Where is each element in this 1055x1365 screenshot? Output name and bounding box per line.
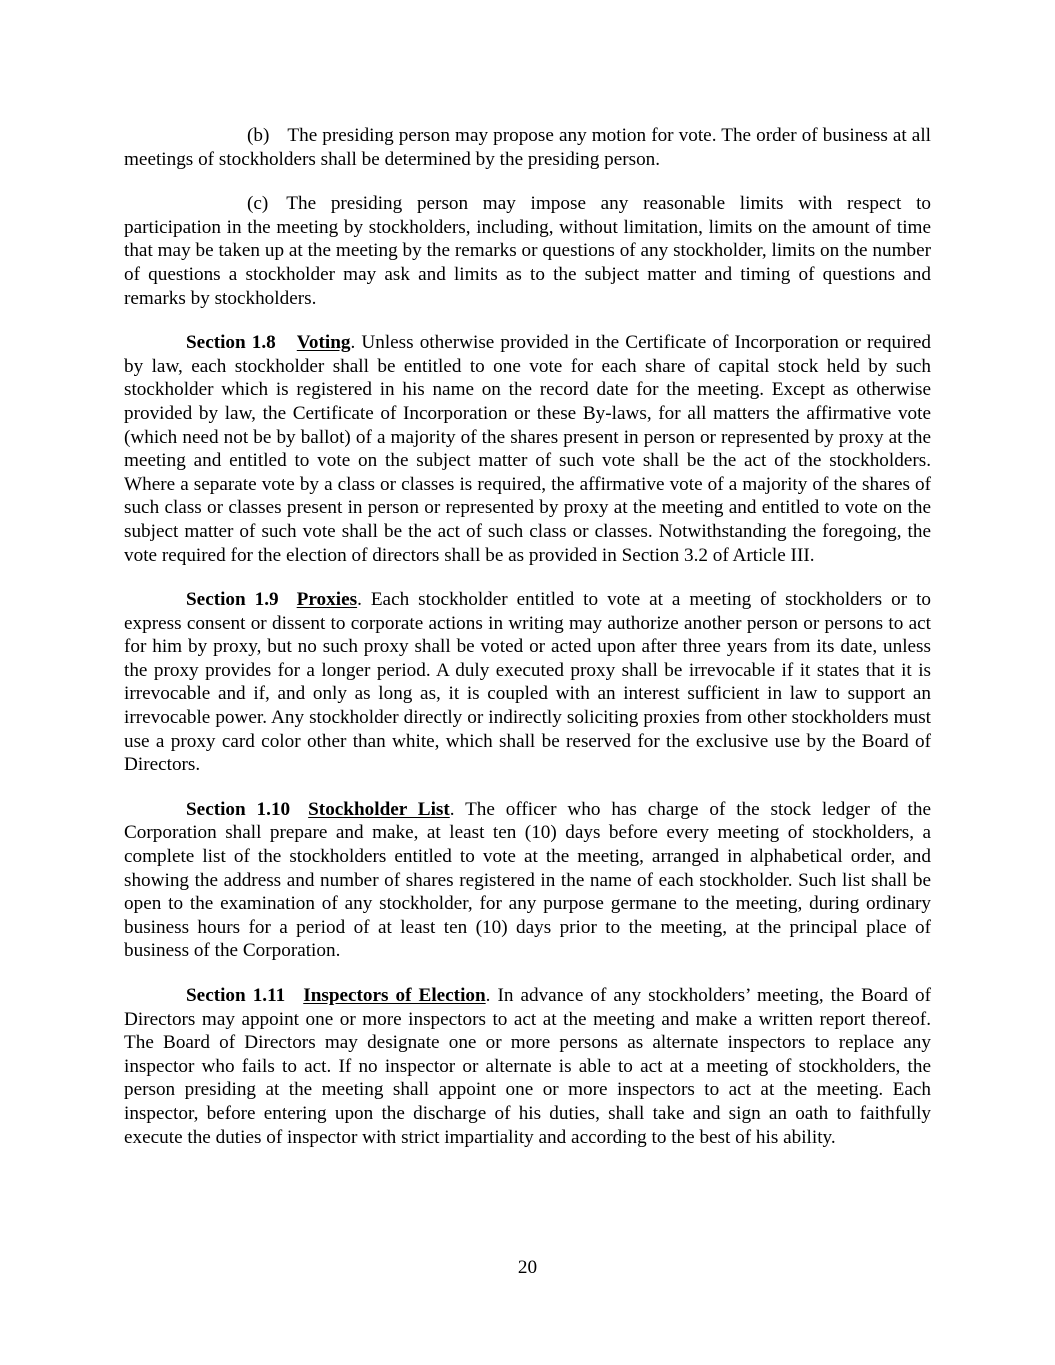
section-1-8-title: Voting xyxy=(296,332,351,354)
paragraph-b-label: (b) xyxy=(247,125,270,146)
section-1-10 xyxy=(124,798,931,963)
section-1-11-title: Inspectors of Election xyxy=(303,985,486,1006)
section-1-10-text: . The officer who has charge of the stock ledger of the Corporation shall prepare and make, at least ten (10) days before every meeting of stockholders, a complete list of the stockholders entitled to vote at the meeting, arranged in alphabetical order, and showing the address and number of shares registered in the name of each stockholder. Such list shall be open to the examination of any stockholder, for any purpose germane to the meeting, during ordinary business hours for a period of at least ten (10) days prior to the meeting, at the principal place of business of the Corporation. xyxy=(124,798,931,962)
section-1-8-number: Section 1.8 xyxy=(186,332,276,354)
section-1-11 xyxy=(124,984,931,1149)
paragraph-c-label: (c) xyxy=(247,193,269,215)
section-1-9-title: Proxies xyxy=(296,589,358,611)
paragraph-b-text: The presiding person may propose any motion for vote. The order of business at all meetings of stockholders shall be determined by the presiding person. xyxy=(124,125,931,170)
section-1-9-text: . Each stockholder entitled to vote at a meeting of stockholders or to express consent or dissent to corporate actions in writing may authorize another person or persons to act for him by proxy, but no such proxy shall be voted or acted upon after three years from its date, unless the proxy provides for a longer period. A duly executed proxy shall be irrevocable if it states that it is irrevocable and if, and only as long as, it is coupled with an interest sufficient in law to support an irrevocable power. Any stockholder directly or indirectly soliciting proxies from other stockholders must use a proxy card color other than white, which shall be reserved for the exclusive use by the Board of Directors. xyxy=(124,589,931,776)
paragraph-b xyxy=(124,124,931,171)
section-1-8-text: . Unless otherwise provided in the Certificate of Incorporation or required by law, each stockholder shall be entitled to one vote for each share of capital stock held by such stockholder which is registered in his name on the record date for the meeting. Except as otherwise provided by law, the Certificate of Incorporation or these By-laws, for all matters the affirmative vote (which need not be by ballot) of a majority of the shares present in person or represented by proxy at the meeting and entitled to vote on the subject matter of such vote shall be the act of the stockholders. Where a separate vote by a class or classes is required, the affirmative vote of a majority of the shares of such class or classes present in person or represented by proxy at the meeting and entitled to vote on the subject matter of such vote shall be the act of such class or classes. Notwithstanding the foregoing, the vote required for the election of directors shall be as provided in Section 3.2 of Article III. xyxy=(124,332,931,566)
document-body xyxy=(124,124,931,1170)
section-1-10-number: Section 1.10 xyxy=(186,798,291,820)
section-1-9 xyxy=(124,588,931,777)
section-1-11-text: . In advance of any stockholders’ meeting, the Board of Directors may appoint one or more inspectors to act at the meeting and make a written report thereof. The Board of Directors may designate one or more persons as alternate inspectors to replace any inspector who fails to act. If no inspector or alternate is able to act at a meeting of stockholders, the person presiding at the meeting shall appoint one or more inspectors to act at the meeting. Each inspector, before entering upon the discharge of his duties, shall take and sign an oath to faithfully execute the duties of inspector with strict impartiality and according to the best of his ability. xyxy=(124,985,931,1148)
section-1-11-number: Section 1.11 xyxy=(186,985,286,1006)
section-1-8 xyxy=(124,331,931,567)
section-1-9-number: Section 1.9 xyxy=(186,589,279,611)
page-number: 20 xyxy=(517,1257,538,1278)
section-1-10-title: Stockholder List xyxy=(308,798,450,820)
paragraph-c-text: The presiding person may impose any reasonable limits with respect to participation in the meeting by stockholders, including, without limitation, limits on the amount of time that may be taken up at the meeting by the remarks or questions of any stockholder, limits on the number of questions a stockholder may ask and limits as to the subject matter and timing of questions and remarks by stockholders. xyxy=(124,193,931,309)
paragraph-c xyxy=(124,192,931,310)
